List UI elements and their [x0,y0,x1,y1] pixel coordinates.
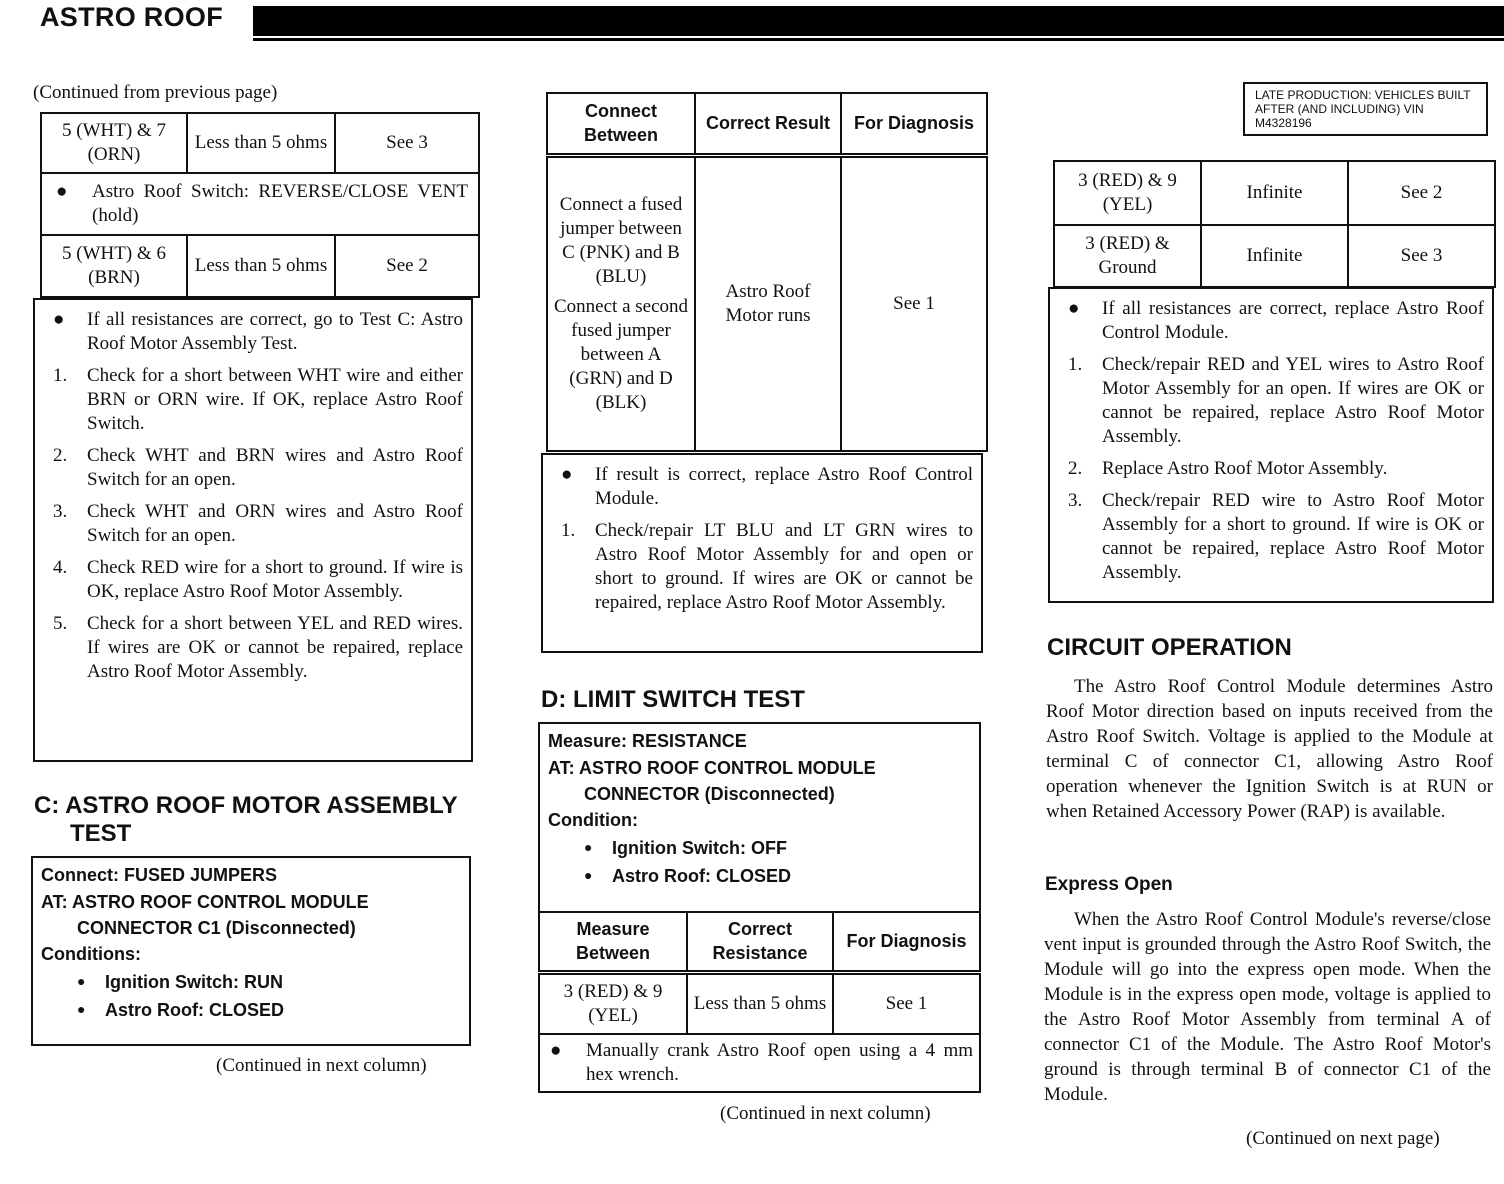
list-item [43,444,463,492]
list-item-text: If all resistances are correct, go to Test C: Astro Roof Motor Assembly Test. [87,309,463,354]
column-header: Correct Result [695,93,841,155]
table-row [1054,225,1495,287]
column-header: Connect Between [547,93,695,155]
connect-step: Connect a second fused jumper between A (GRN) and D (BLK) [554,295,689,413]
table-row [41,173,479,235]
conditions-label: Conditions: [41,944,141,964]
title-bar [253,6,1504,36]
table-cell: See 1 [833,972,980,1034]
col3-results-table [1053,160,1496,288]
at-label: AT: ASTRO ROOF CONTROL MODULE CONNECTOR C1 (Disconnected) [41,892,369,938]
express-open-paragraph: When the Astro Roof Control Module's reverse/close vent input is grounded through the Astro Roof Switch, the Module will go into the express open mode. When the Module is in the express open mode, voltage is applied to the Astro Roof Motor Assembly from terminal A of connector C1 of the Module. The Astro Roof Motor's ground is through terminal B of connector C1 of the Module. [1044,909,1491,1105]
test-c-action-box [541,453,983,653]
list-item-text: Check/repair LT BLU and LT GRN wires to Astro Roof Motor Assembly for and open or short to ground. If wires are OK or cannot be repaired, replace Astro Roof Motor Assembly. [595,520,973,613]
table-cell: Infinite [1201,225,1348,287]
list-item-text: Check WHT and ORN wires and Astro Roof Switch for an open. [87,501,463,546]
table-cell [539,1034,980,1092]
test-d-table [538,911,981,1093]
list-number: 5. [53,613,68,634]
condition-item: ● Astro Roof: CLOSED [41,996,461,1024]
table-cell: Astro Roof Motor runs [695,155,841,451]
column-header: Correct Resistance [687,912,833,972]
list-item-text: Check for a short between YEL and RED wires. If wires are OK or cannot be repaired, replace Astro Roof Motor Assembly. [87,613,463,682]
condition-item: ● Astro Roof: CLOSED [548,862,971,890]
list-item-text: Check for a short between WHT wire and either BRN or ORN wire. If OK, replace Astro Roof Switch. [87,365,463,434]
test-c-table [546,92,988,452]
table-header-row [539,912,980,972]
bullet-icon: ● [1068,298,1080,319]
at-label: AT: ASTRO ROOF CONTROL MODULE CONNECTOR (Disconnected) [548,758,876,804]
condition-item: ● Ignition Switch: OFF [548,834,971,862]
list-item [43,308,463,356]
list-item [43,500,463,548]
col3-action-box [1048,287,1494,603]
bullet-icon: ● [56,181,68,202]
table-cell: See 3 [335,113,479,173]
continued-next-note: (Continued in next column) [720,1103,931,1124]
heading-test-d: D: LIMIT SWITCH TEST [541,686,805,713]
table-cell: See 1 [841,155,987,451]
list-item-text: Check WHT and BRN wires and Astro Roof Switch for an open. [87,445,463,490]
page-title: ASTRO ROOF [40,2,223,32]
table-row [539,1034,980,1092]
list-item-text: Replace Astro Roof Motor Assembly. [1102,458,1388,479]
list-item-text: If all resistances are correct, replace Astro Roof Control Module. [1102,298,1484,343]
list-item [1058,489,1484,585]
continued-from-note: (Continued from previous page) [33,82,278,103]
bullet-icon: ● [561,464,573,485]
heading-circuit-operation: CIRCUIT OPERATION [1047,634,1292,661]
table-row [1054,161,1495,225]
list-item [1058,297,1484,345]
note-text: Astro Roof Switch: REVERSE/CLOSE VENT (hold) [92,181,468,226]
table-cell: 5 (WHT) & 6 (BRN) [41,235,187,297]
table-row [41,235,479,297]
col1-results-table [40,112,480,298]
table-cell: Less than 5 ohms [687,972,833,1034]
table-row [547,155,987,451]
list-number: 2. [53,445,68,466]
table-row [41,113,479,173]
table-cell: 5 (WHT) & 7 (ORN) [41,113,187,173]
table-cell [41,173,479,235]
list-item [43,556,463,604]
condition-item: ● Ignition Switch: RUN [41,968,461,996]
table-cell: 3 (RED) & 9 (YEL) [539,972,687,1034]
table-header-row [547,93,987,155]
list-item-text: Check/repair RED wire to Astro Roof Motor Assembly for a short to ground. If wire is OK or cannot be repaired, replace Astro Roof Motor Assembly. [1102,490,1484,583]
table-row [539,972,980,1034]
list-number: 1. [1068,354,1083,375]
list-number: 1. [53,365,68,386]
table-cell: Less than 5 ohms [187,235,335,297]
table-cell: 3 (RED) & 9 (YEL) [1054,161,1201,225]
list-item [1058,353,1484,449]
table-cell: 3 (RED) & Ground [1054,225,1201,287]
column-header: For Diagnosis [833,912,980,972]
heading-test-c: C: ASTRO ROOF MOTOR ASSEMBLY TEST [34,792,458,847]
list-item-text: Check RED wire for a short to ground. If wire is OK, replace Astro Roof Motor Assembly. [87,557,463,602]
note-text: Manually crank Astro Roof open using a 4 mm hex wrench. [586,1040,973,1085]
list-item-text: If result is correct, replace Astro Roof Control Module. [595,464,973,509]
list-item [43,612,463,684]
title-bar-rule [253,38,1504,41]
continued-next-note: (Continued in next column) [216,1055,427,1076]
column-header: For Diagnosis [841,93,987,155]
subheading-express-open: Express Open [1045,874,1173,895]
table-cell: See 2 [1348,161,1495,225]
circuit-operation-paragraph: The Astro Roof Control Module determines Astro Roof Motor direction based on inputs received from the Astro Roof Switch. Voltage is applied to the Module at terminal C of connector C1, allowing Astro Roof operation whenever the Ignition Switch is at RUN or when Retained Accessory Power (RAP) is available. [1046,676,1493,822]
connect-step: Connect a fused jumper between C (PNK) and B (BLU) [559,193,683,287]
list-number: 3. [1068,490,1083,511]
test-c-setup-box [31,856,471,1046]
list-number: 2. [1068,458,1083,479]
table-cell: See 2 [335,235,479,297]
late-production-box: LATE PRODUCTION: VEHICLES BUILT AFTER (AND INCLUDING) VIN M4328196 [1243,82,1488,136]
column-header: Measure Between [539,912,687,972]
table-cell [547,155,695,451]
condition-label: Condition: [548,810,638,830]
connect-label: Connect: FUSED JUMPERS [41,865,278,885]
continued-next-page-note: (Continued on next page) [1246,1128,1440,1149]
measure-label: Measure: RESISTANCE [548,731,747,751]
test-d-setup-box [538,722,981,912]
bullet-icon: ● [53,309,65,330]
list-item [1058,457,1484,481]
table-cell: See 3 [1348,225,1495,287]
bullet-icon: ● [550,1040,562,1061]
list-number: 4. [53,557,68,578]
list-item [551,463,973,511]
table-cell: Less than 5 ohms [187,113,335,173]
list-number: 3. [53,501,68,522]
table-cell: Infinite [1201,161,1348,225]
col1-action-box [33,298,473,762]
list-item-text: Check/repair RED and YEL wires to Astro Roof Motor Assembly for an open. If wires are OK or cannot be repaired, replace Astro Roof Motor Assembly. [1102,354,1484,447]
list-item [43,364,463,436]
list-item: 1. Check/repair LT BLU and LT GRN wires to Astro Roof Motor Assembly for and open or short to ground. If wires are OK or cannot be repaired, replace Astro Roof Motor Assembly. [561,520,973,613]
